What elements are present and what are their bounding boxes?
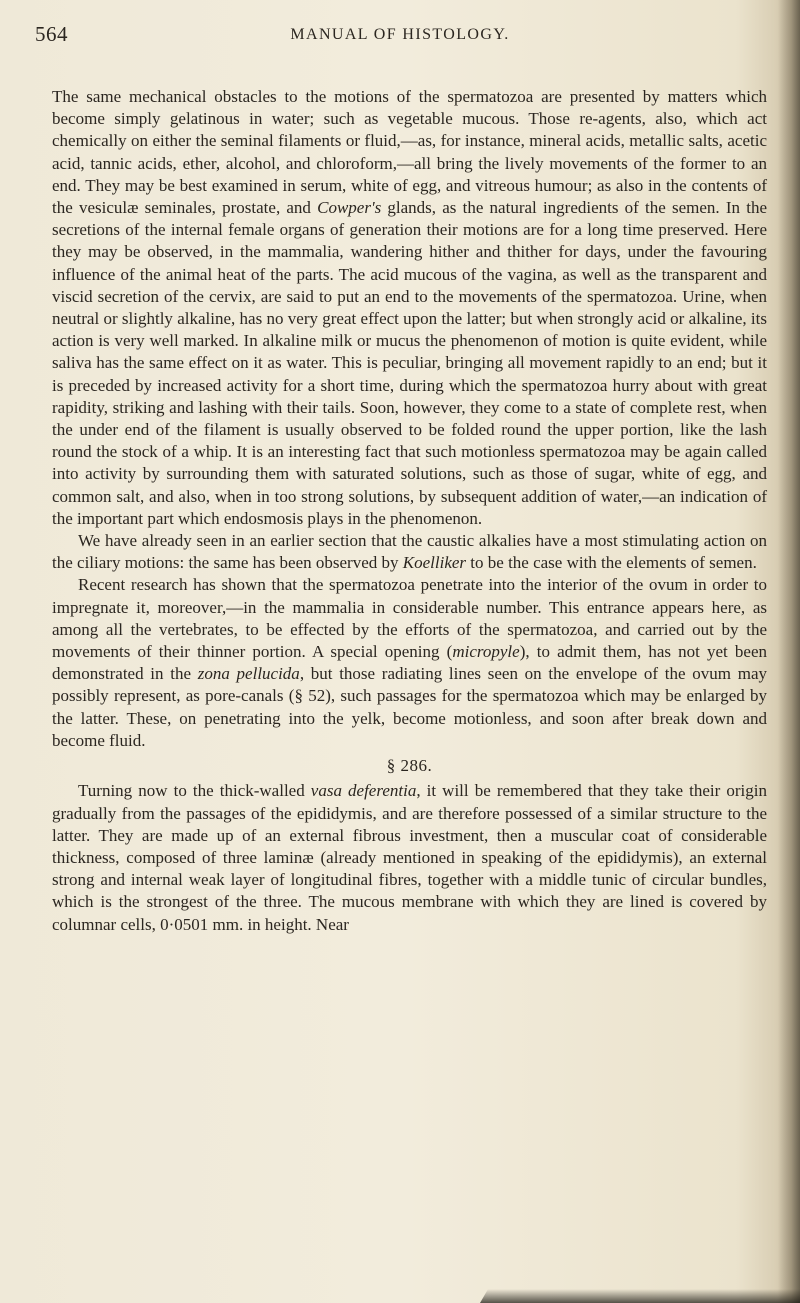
page-edge-shadow	[778, 0, 800, 1303]
paragraph-1	[52, 86, 767, 530]
paragraph-2-italic-koelliker: Koelliker	[402, 553, 467, 573]
running-head: MANUAL OF HISTOLOGY.	[290, 26, 510, 43]
paragraph-2-text-b: to be the case with the elements of semen.	[466, 553, 757, 573]
paragraph-4-text-a: Turning now to the thick-walled	[78, 781, 311, 801]
paragraph-4	[52, 780, 767, 935]
page-bottom-shadow	[480, 1289, 800, 1303]
paragraph-4-italic-vasa-deferentia: vasa deferentia	[310, 781, 417, 801]
page-header	[35, 22, 765, 52]
paragraph-3-text-c: , but those radiating lines seen on the envelope of the ovum may possibly represent, as pore-canals (§ 52), such passages for the spermatozoa which may be enlarged by the latter. These, on penetrating into the yelk, become motionless, and soon after break down and become fluid.	[52, 664, 767, 750]
paragraph-1-text-a: The same mechanical obstacles to the motions of the spermatozoa are presented by matters which become simply gelatinous in water; such as vegetable mucous. Those re-agents, also, which act chemically on either the seminal filaments or fluid,—as, for instance, mineral acids, metallic salts, acetic acid, tannic acids, ether, alcohol, and chloroform,—all bring the lively movements of the former to an end. They may be best examined in serum, white of egg, and vitreous humour; as also in the contents of the vesiculæ seminales, prostate, and	[52, 87, 767, 218]
paragraph-4-text-b: , it will be remembered that they take their origin gradually from the passages of the epididymis, and are therefore possessed of a similar structure to the latter. They are made up of an external fibrous investment, then a muscular coat of considerable thickness, composed of three laminæ (already mentioned in speaking of the epididymis), an external strong and internal weak layer of longitudinal fibres, together with a middle tunic of circular bundles, which is the strongest of the three. The mucous membrane with which they are lined is covered by columnar cells, 0·0501 mm. in height. Near	[52, 781, 767, 934]
paragraph-1-text-b: glands, as the natural ingredients of the semen. In the secretions of the internal female organs of generation their motions are for a long time preserved. Here they may be observed, in the mammalia, wandering hither and thither for days, under the favouring influence of the animal heat of the parts. The acid mucous of the vagina, as well as the transparent and viscid secretion of the cervix, are said to put an end to the movements of the spermatozoa. Urine, when neutral or slightly alkaline, has no very great effect upon the latter; but when strongly acid or alkaline, its action is very well marked. In alkaline milk or mucus the phenomenon of motion is quite evident, while saliva has the same effect on it as water. This is peculiar, bringing all movement rapidly to an end; but it is preceded by increased activity for a short time, during which the spermatozoa hurry about with great rapidity, striking and lashing with their tails. Soon, however, they come to a state of complete rest, when the under end of the filament is usually observed to be folded round the upper portion, like the lash round the stock of a whip. It is an interesting fact that such motionless spermatozoa may be again called into activity by surrounding them with saturated solutions, such as those of sugar, white of egg, and common salt, and also, when in too strong solutions, by subsequent addition of water,—an indication of the important part which endosmosis plays in the phenomenon.	[52, 198, 767, 528]
paragraph-3-italic-micropyle: micropyle	[452, 642, 520, 662]
paragraph-3-italic-zona-pellucida: zona pellucida	[197, 664, 300, 684]
paragraph-2	[52, 530, 767, 574]
paragraph-3-text-a: Recent research has shown that the spermatozoa penetrate into the interior of the ovum in order to impregnate it, moreover,—in the mammalia in considerable number. This entrance appears here, as among all the vertebrates, to be effected by the efforts of the spermatozoa, and carried out by the movements of their thinner portion. A special opening (	[52, 575, 767, 662]
paragraph-1-italic-cowpers: Cowper's	[317, 198, 382, 218]
section-heading: § 286.	[386, 756, 433, 776]
page-number: 564	[35, 22, 68, 46]
body-text	[52, 86, 767, 936]
paragraph-2-text-a: We have already seen in an earlier section that the caustic alkalies have a most stimulating action on the ciliary motions: the same has been observed by	[52, 531, 767, 573]
paragraph-3-text-b: ), to admit them, has not yet been demonstrated in the	[52, 642, 768, 684]
paragraph-3	[52, 574, 767, 752]
